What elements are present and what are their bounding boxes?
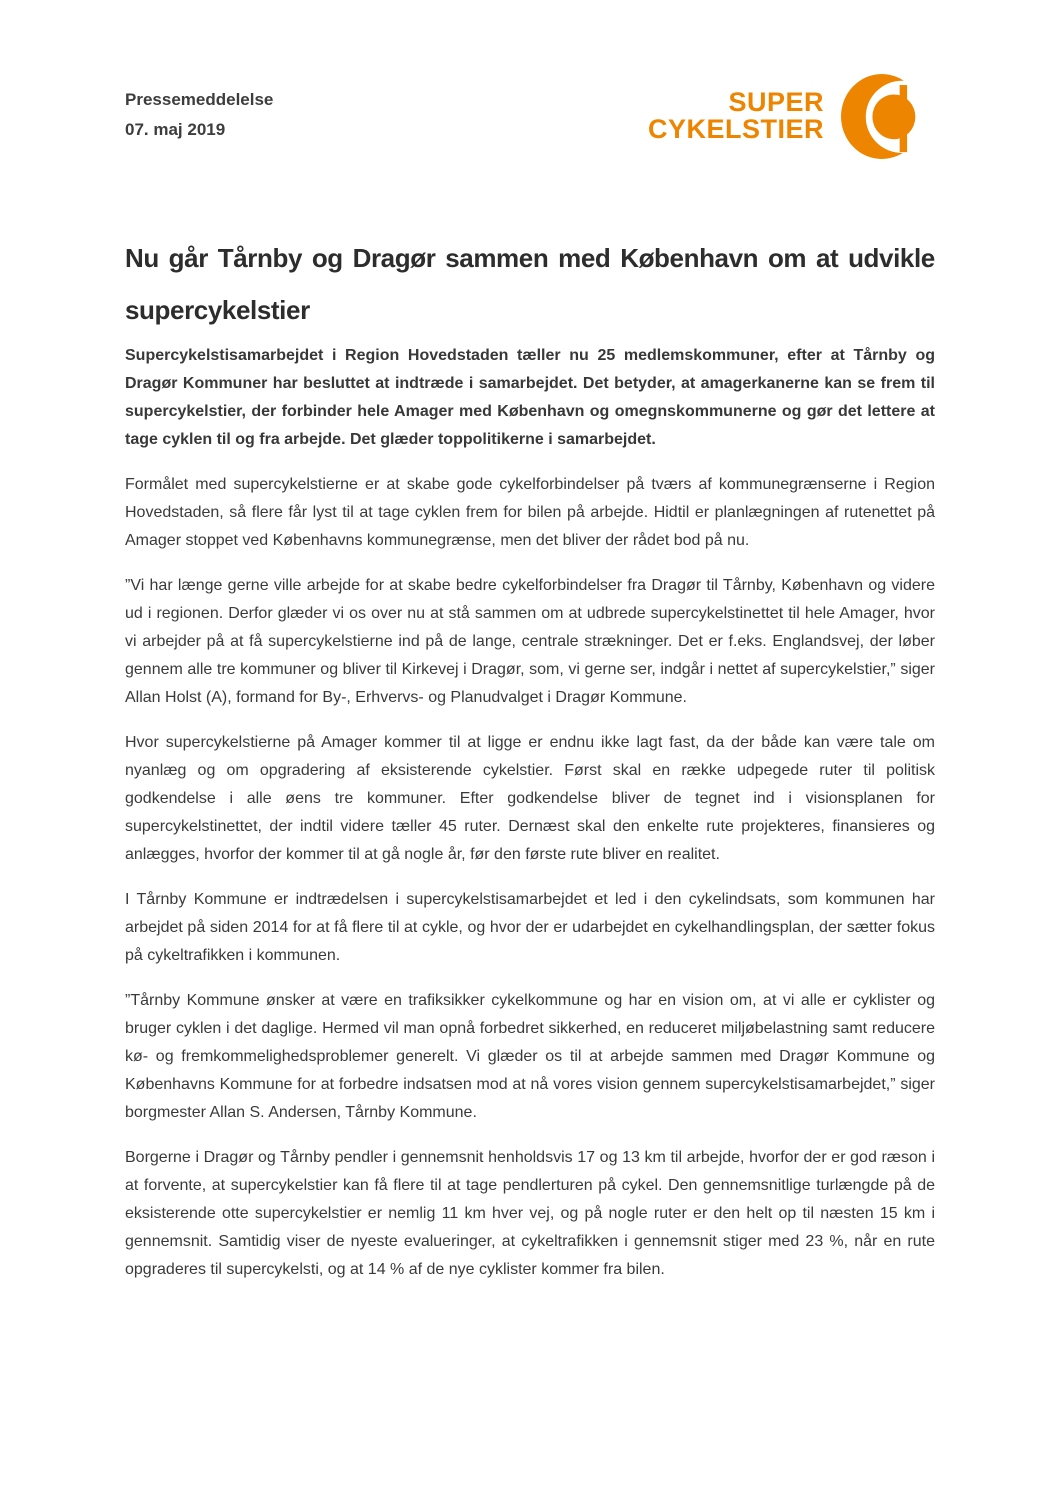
body-paragraph-2: ”Vi har længe gerne ville arbejde for at skabe bedre cykelforbindelser fra Dragør til Tårnby, København og videre ud i regionen. Derfor glæder vi os over nu at stå sammen om at udbrede supercykelstinettet til hele Amager, hvor vi arbejder på at få supercykelstierne ind på de lange, centrale strækninger. Det er f.eks. Englandsvej, der løber gennem alle tre kommuner og bliver til Kirkevej i Dragør, som, vi gerne ser, indgår i nettet af supercykelstier,” siger Allan Holst (A), formand for By-, Erhvervs- og Planudvalget i Dragør Kommune. xyxy=(125,577,935,706)
page-header-row xyxy=(125,84,935,180)
logo-wordmark xyxy=(648,89,824,143)
logo-wordmark-line1: SUPER xyxy=(728,87,824,117)
doc-date: 07. maj 2019 xyxy=(125,120,226,139)
supercykelstier-logo xyxy=(648,73,917,159)
article-title-line2: supercykelstier xyxy=(125,295,310,325)
body-paragraph-4: I Tårnby Kommune er indtrædelsen i supercykelstisamarbejdet et led i den cykelindsats, som kommunen har arbejdet på siden 2014 for at få flere til at cykle, og hvor der er udarbejdet en cykelhandlingsplan, der sætter fokus på cykeltrafikken i kommunen. xyxy=(125,891,935,964)
article-title xyxy=(125,232,935,336)
body-paragraph-3: Hvor supercykelstierne på Amager kommer til at ligge er endnu ikke lagt fast, da der både kan være tale om nyanlæg og om opgradering af eksisterende cykelstier. Først skal en række udpegede ruter til politisk godkendelse i alle øens tre kommuner. Efter godkendelse bliver de tegnet ind i visionsplanen for supercykelstinettet, der indtil videre tæller 45 ruter. Dernæst skal den enkelte rute projekteres, finansieres og anlægges, hvorfor der kommer til at gå nogle år, før den første rute bliver en realitet. xyxy=(125,734,935,863)
body-paragraph-6: Borgerne i Dragør og Tårnby pendler i gennemsnit henholdsvis 17 og 13 km til arbejde, hvorfor der er god ræson i at forvente, at supercykelstier kan få flere til at tage pendlerturen på cykel. Den gennemsnitlige turlængde på de eksisterende otte supercykelstier er nemlig 11 km hver vej, og på nogle ruter er den helt op til næsten 15 km i gennemsnit. Samtidig viser de nyeste evalueringer, at cykeltrafikken i gennemsnit stiger med 23 %, når en rute opgraderes til supercykelsti, og at 14 % af de nye cyklister kommer fra bilen. xyxy=(125,1149,935,1278)
body-paragraph-1: Formålet med supercykelstierne er at skabe gode cykelforbindelser på tværs af kommunegrænserne i Region Hovedstaden, så flere får lyst til at tage cyklen frem for bilen på arbejde. Hidtil er planlægningen af rutenettet på Amager stoppet ved Københavns kommunegrænse, men det bliver der rådet bod på nu. xyxy=(125,476,935,549)
crescent-circle-logo-icon xyxy=(841,73,917,159)
doc-type-label: Pressemeddelelse xyxy=(125,90,274,109)
document-header xyxy=(125,84,273,145)
body-paragraph-5: ”Tårnby Kommune ønsker at være en trafiksikker cykelkommune og har en vision om, at vi alle er cyklister og bruger cyklen i det daglige. Hermed vil man opnå forbedret sikkerhed, en reduceret miljøbelastning samt reducere kø- og fremkommelighedsproblemer generelt. Vi glæder os til at arbejde sammen med Dragør Kommune og Københavns Kommune for at forbedre indsatsen mod at nå vores vision gennem supercykelstisamarbejdet,” siger borgmester Allan S. Andersen, Tårnby Kommune. xyxy=(125,992,935,1121)
logo-wordmark-line2: CYKELSTIER xyxy=(647,114,824,144)
article-title-line1: Nu går Tårnby og Dragør sammen med København om at udvikle xyxy=(125,243,935,273)
lead-paragraph: Supercykelstisamarbejdet i Region Hovedstaden tæller nu 25 medlemskommuner, efter at Tårnby og Dragør Kommuner har besluttet at indtræde i samarbejdet. Det betyder, at amagerkanerne kan se frem til supercykelstier, der forbinder hele Amager med København og omegnskommunerne og gør det lettere at tage cyklen til og fra arbejde. Det glæder toppolitikerne i samarbejdet. xyxy=(125,347,935,448)
